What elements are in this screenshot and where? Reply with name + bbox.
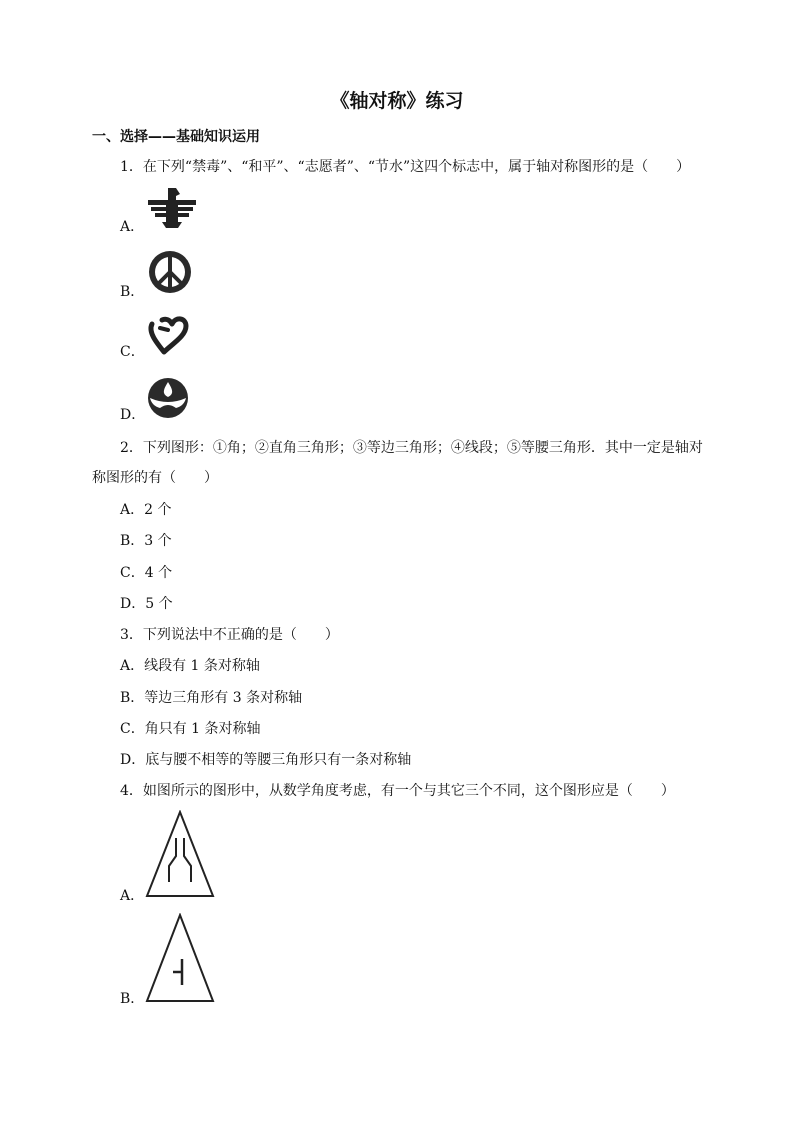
question-2-stem-line2: 称图形的有（ ）	[92, 470, 218, 486]
question-3-option-b: B．等边三角形有 3 条对称轴	[120, 690, 303, 706]
triangle-road-sign-icon	[145, 810, 215, 898]
question-3-option-a: A．线段有 1 条对称轴	[120, 658, 260, 674]
peace-sign-icon	[148, 250, 192, 294]
question-3-option-d: D．底与腰不相等的等腰三角形只有一条对称轴	[120, 752, 412, 768]
triangle-t-sign-icon	[145, 913, 215, 1003]
question-1-option-b-label: B．	[120, 284, 145, 300]
question-1-option-c-label: C．	[120, 344, 145, 360]
section-heading: 一、选择——基础知识运用	[92, 129, 260, 145]
question-3-stem: 3．下列说法中不正确的是（ ）	[120, 627, 339, 643]
question-3-option-c: C．角只有 1 条对称轴	[120, 721, 261, 737]
question-4-option-b-label: B．	[120, 991, 145, 1007]
page-title: 《轴对称》练习	[330, 90, 464, 112]
question-2-option-a: A．2 个	[120, 502, 172, 518]
question-1-stem: 1．在下列“禁毒”、“和平”、“志愿者”、“节水”这四个标志中，属于轴对称图形的是（ ）	[120, 159, 691, 175]
eagle-logo-icon	[146, 186, 198, 230]
question-1-option-d-label: D．	[120, 407, 146, 423]
question-2-stem-line1: 2．下列图形：①角；②直角三角形；③等边三角形；④线段；⑤等腰三角形．其中一定是轴对	[120, 440, 703, 456]
question-2-option-c: C．4 个	[120, 565, 173, 581]
question-1-option-a-label: A．	[120, 219, 145, 235]
question-4-option-a-label: A．	[120, 888, 145, 904]
question-2-option-d: D．5 个	[120, 596, 173, 612]
water-drop-icon	[146, 376, 190, 420]
question-4-stem: 4．如图所示的图形中，从数学角度考虑，有一个与其它三个不同，这个图形应是（ ）	[120, 783, 675, 799]
question-2-option-b: B．3 个	[120, 533, 172, 549]
heart-hand-icon	[146, 314, 190, 356]
